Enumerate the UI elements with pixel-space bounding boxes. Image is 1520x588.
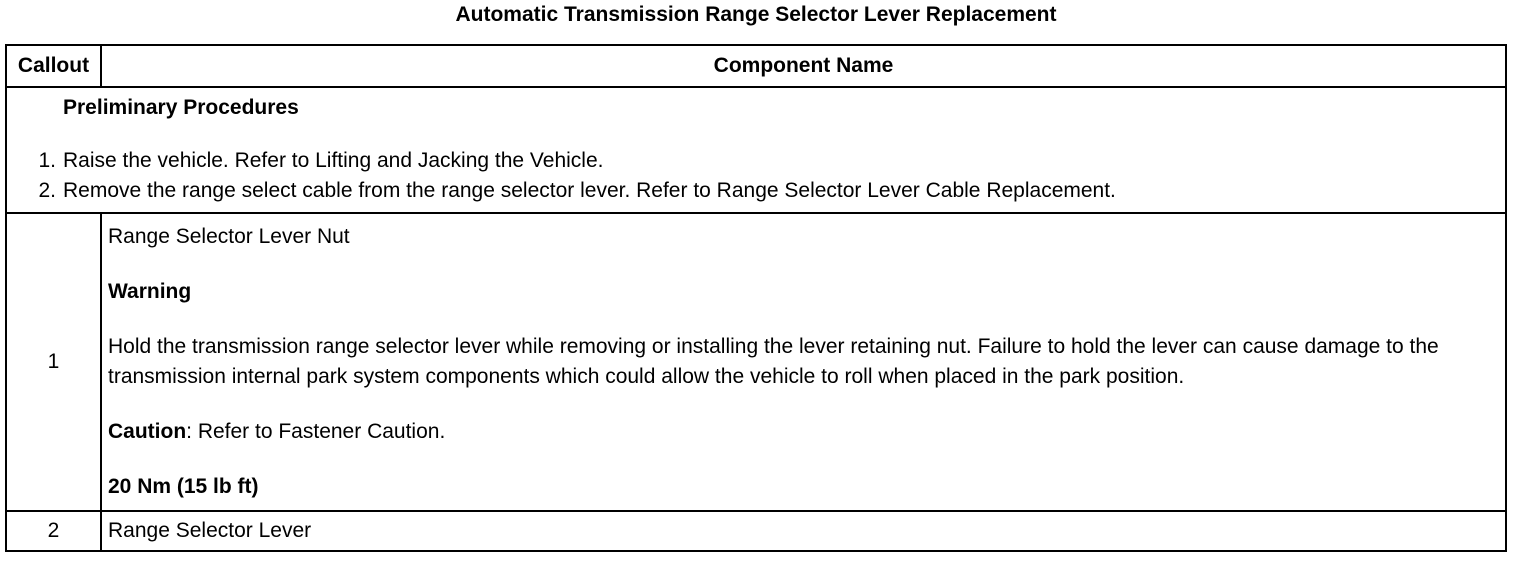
step-text: Remove the range select cable from the range selector lever. Refer to Range Selector Lever Cable Replacement. [63,179,1116,202]
component-name-column-header: Component Name [101,45,1506,87]
preliminary-steps-list [7,146,1505,206]
step-number: 2. [38,179,56,202]
component-name: Range Selector Lever [101,511,1506,551]
list-item [7,146,1505,176]
preliminary-procedures-cell [6,87,1506,213]
component-cell [101,213,1506,511]
table-header-row [6,45,1506,87]
preliminary-procedures-row [6,87,1506,213]
caution-text: : Refer to Fastener Caution. [186,420,446,443]
preliminary-procedures-heading: Preliminary Procedures [63,96,299,119]
torque-spec: 20 Nm (15 lb ft) [108,475,259,498]
table-row [6,213,1506,511]
callout-column-header: Callout [6,45,101,87]
caution-label: Caution [108,420,187,443]
page-title: Automatic Transmission Range Selector Lever Replacement [455,3,1057,26]
callout-number: 2 [6,511,101,551]
component-name: Range Selector Lever Nut [108,225,350,248]
warning-text: Hold the transmission range selector lever while removing or installing the lever retaining nut. Failure to hold the lever can cause damage to the transmission internal park system components which could allow the vehicle to roll when placed in the park position. [108,335,1439,388]
caution-note [108,417,1499,447]
callout-number: 1 [6,213,101,511]
warning-label: Warning [108,280,192,303]
step-number: 1. [38,149,56,172]
procedure-table [5,44,1507,552]
table-row [6,511,1506,551]
step-text: Raise the vehicle. Refer to Lifting and Jacking the Vehicle. [63,149,604,172]
list-item [7,176,1505,206]
